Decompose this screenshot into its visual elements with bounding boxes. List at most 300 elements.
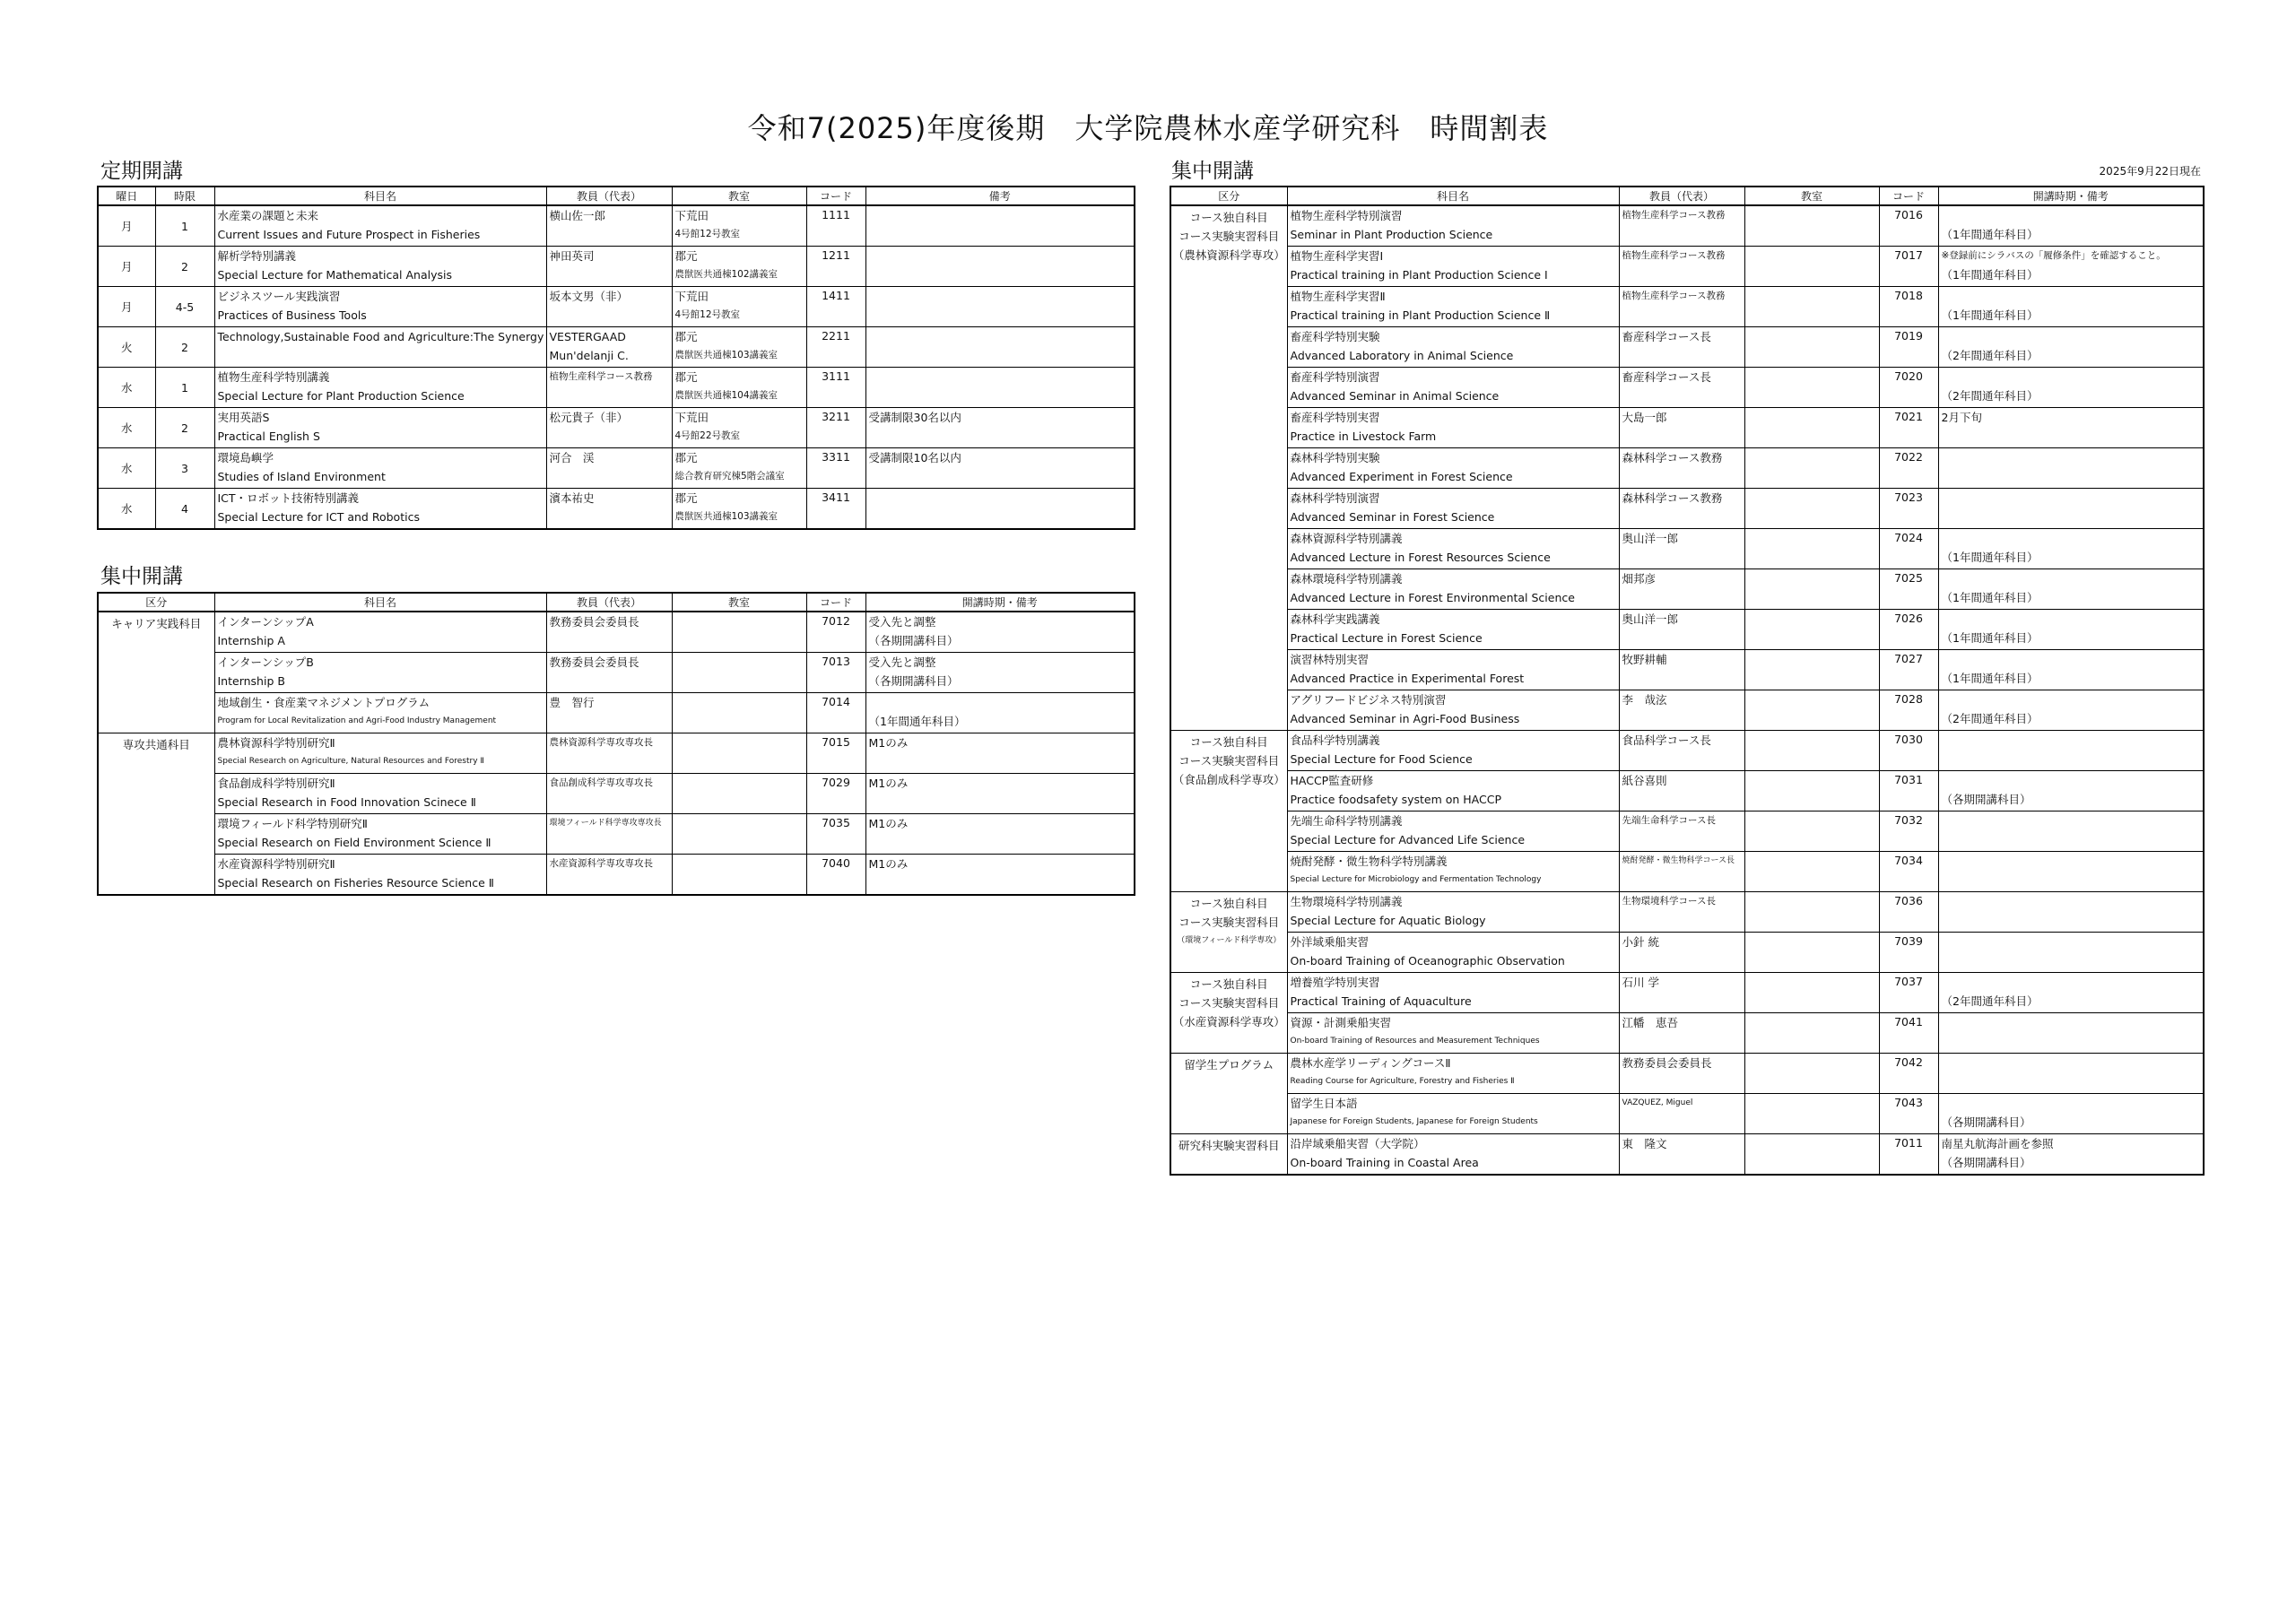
column-header: 科目名 — [214, 187, 546, 205]
note-text — [866, 247, 1135, 265]
teacher-cell — [1619, 247, 1744, 287]
note-cell — [865, 693, 1135, 733]
teacher-name: 奥山洋一郎 — [1622, 532, 1679, 545]
category-line: （環境フィールド科学専攻） — [1177, 936, 1282, 945]
note-cell — [865, 814, 1135, 855]
category-cell — [1170, 892, 1287, 973]
line-2: Practice in Livestock Farm — [1290, 430, 1437, 443]
subject-cell — [1287, 247, 1619, 287]
line-1: 受入先と調整 — [868, 655, 936, 669]
room-cell — [672, 448, 806, 489]
period-cell: 2 — [155, 408, 214, 448]
room-cell — [672, 247, 806, 287]
subject-cell — [1287, 973, 1619, 1013]
day-cell: 月 — [98, 205, 155, 247]
line-2: （各期開講科目） — [868, 674, 959, 688]
room-cell — [1744, 973, 1879, 1013]
room-cell — [672, 733, 806, 774]
subject-cell — [214, 814, 546, 855]
teacher-name: 東 隆文 — [1622, 1137, 1667, 1150]
table-row — [98, 814, 1135, 855]
subject-cell — [1287, 771, 1619, 812]
column-header: 教員（代表） — [546, 593, 672, 612]
room-cell — [1744, 650, 1879, 690]
subject-cell — [1287, 892, 1619, 933]
line-1: 下荒田 — [674, 209, 709, 222]
teacher-cell — [1619, 933, 1744, 973]
line-2: Special Lecture for Food Science — [1290, 752, 1473, 766]
room-cell — [672, 814, 806, 855]
teacher-name: 植物生産科学コース教務 — [1622, 210, 1726, 221]
teacher-name: 畜産科学コース長 — [1622, 370, 1711, 384]
subject-cell — [1287, 529, 1619, 569]
line-1: 受入先と調整 — [868, 615, 936, 629]
teacher-cell — [1619, 408, 1744, 448]
subject-cell — [214, 408, 546, 448]
note-cell — [1938, 1134, 2204, 1176]
table-row — [98, 408, 1135, 448]
line-2 — [1939, 1032, 2204, 1051]
period-cell: 3 — [155, 448, 214, 489]
note-cell — [1938, 1054, 2204, 1094]
line-1 — [1939, 892, 2204, 911]
teacher-cell — [546, 327, 672, 368]
room-cell — [1744, 812, 1879, 852]
table-row — [1170, 1134, 2204, 1176]
note-text: 受講制限10名以内 — [868, 451, 961, 464]
line-2: Advanced Lecture in Forest Resources Science — [1290, 551, 1551, 564]
subject-cell — [214, 448, 546, 489]
line-1: 森林資源科学特別講義 — [1290, 532, 1403, 545]
note-text — [866, 489, 1135, 508]
note-cell — [1938, 247, 2204, 287]
table-row — [98, 489, 1135, 530]
day-cell: 月 — [98, 287, 155, 327]
line-1 — [1939, 610, 2204, 629]
line-1: 下荒田 — [674, 290, 709, 303]
subject-cell — [214, 855, 546, 896]
note-cell — [1938, 731, 2204, 771]
column-header: 科目名 — [1287, 187, 1619, 205]
note-cell — [1938, 650, 2204, 690]
line-2: Special Research on Agriculture, Natural Resources and Forestry Ⅱ — [217, 757, 484, 766]
teacher-cell — [1619, 529, 1744, 569]
teacher-name: 食品創成科学専攻専攻長 — [549, 777, 653, 788]
code-cell: 7018 — [1879, 287, 1938, 327]
line-2: 農獣医共通棟102講義室 — [674, 269, 778, 280]
teacher-name: 生物環境科学コース長 — [1622, 896, 1716, 907]
line-2: Seminar in Plant Production Science — [1290, 228, 1493, 241]
line-1: 南星丸航海計画を参照 — [1941, 1137, 2054, 1150]
room-cell — [1744, 368, 1879, 408]
line-2: （2年間通年科目） — [1941, 712, 2039, 725]
teacher-cell — [1619, 690, 1744, 731]
line-1: 郡元 — [674, 330, 698, 343]
line-1 — [1939, 1094, 2204, 1113]
teacher-cell — [546, 247, 672, 287]
code-cell: 1111 — [806, 205, 865, 247]
subject-cell — [214, 327, 546, 368]
subject-cell — [1287, 1094, 1619, 1134]
line-2: （2年間通年科目） — [1941, 994, 2039, 1008]
line-2: Practice foodsafety system on HACCP — [1290, 793, 1501, 806]
note-cell — [1938, 771, 2204, 812]
line-1 — [1939, 933, 2204, 951]
table-row — [98, 774, 1135, 814]
code-cell: 7015 — [806, 733, 865, 774]
table-row — [98, 693, 1135, 733]
note-cell — [865, 448, 1135, 489]
line-2: Practical training in Plant Production Science Ⅱ — [1290, 308, 1551, 322]
subject-cell — [214, 368, 546, 408]
line-2: 農獣医共通棟103講義室 — [674, 350, 778, 360]
line-1 — [1939, 448, 2204, 467]
subject-cell — [214, 653, 546, 693]
line-2: Current Issues and Future Prospect in Fisheries — [217, 228, 481, 241]
teacher-cell — [1619, 1094, 1744, 1134]
category-line: コース実験実習科目 — [1178, 996, 1280, 1010]
teacher-cell — [546, 408, 672, 448]
line-2: Advanced Seminar in Agri-Food Business — [1290, 712, 1520, 725]
teacher-name: 畑邦彦 — [1622, 572, 1657, 586]
room-cell — [1744, 852, 1879, 892]
line-1: インターンシップA — [217, 615, 314, 629]
note-cell — [865, 287, 1135, 327]
room-cell — [672, 489, 806, 530]
line-2 — [215, 346, 546, 365]
line-1: 環境島嶼学 — [217, 451, 274, 464]
line-1: アグリフードビジネス特別演習 — [1290, 693, 1447, 707]
note-cell — [865, 733, 1135, 774]
line-1: 畜産科学特別実習 — [1290, 411, 1380, 424]
teacher-cell — [1619, 852, 1744, 892]
table-row — [1170, 933, 2204, 973]
table-row — [98, 653, 1135, 693]
code-cell: 7034 — [1879, 852, 1938, 892]
line-1 — [866, 693, 1135, 712]
teacher-cell — [546, 855, 672, 896]
table-row — [1170, 610, 2204, 650]
line-2: Advanced Laboratory in Animal Science — [1290, 349, 1514, 362]
table-row — [1170, 852, 2204, 892]
room-cell — [1744, 327, 1879, 368]
table-row — [1170, 892, 2204, 933]
subject-cell — [214, 774, 546, 814]
code-cell: 7031 — [1879, 771, 1938, 812]
column-header: コード — [806, 593, 865, 612]
line-1: 郡元 — [674, 249, 698, 263]
teacher-name: 植物生産科学コース教務 — [1622, 291, 1726, 301]
teacher-cell — [1619, 1013, 1744, 1054]
line-2: （2年間通年科目） — [1941, 349, 2039, 362]
line-1: 焼酎発酵・微生物科学特別講義 — [1290, 855, 1448, 868]
note-cell — [1938, 287, 2204, 327]
teacher-cell — [546, 448, 672, 489]
column-header: コード — [806, 187, 865, 205]
line-2: Studies of Island Environment — [217, 470, 386, 483]
code-cell: 7024 — [1879, 529, 1938, 569]
column-header: 教室 — [672, 187, 806, 205]
table-row — [1170, 1013, 2204, 1054]
teacher-name: 横山佐一郎 — [549, 209, 606, 222]
line-1 — [1939, 287, 2204, 306]
teacher-cell — [1619, 205, 1744, 247]
room-cell — [1744, 247, 1879, 287]
line-2: Practical English S — [217, 430, 320, 443]
line-1: 増養殖学特別実習 — [1290, 976, 1380, 989]
code-cell: 7039 — [1879, 933, 1938, 973]
line-2: （1年間通年科目） — [1941, 268, 2039, 282]
code-cell: 7023 — [1879, 489, 1938, 529]
table-row — [98, 368, 1135, 408]
day-cell: 水 — [98, 368, 155, 408]
line-2 — [1939, 750, 2204, 768]
teacher-name: 坂本文男（非） — [549, 290, 629, 303]
line-2 — [1939, 508, 2204, 526]
code-cell: 7027 — [1879, 650, 1938, 690]
room-cell — [672, 612, 806, 653]
line-1: 地域創生・食産業マネジメントプログラム — [217, 696, 430, 709]
line-1: 畜産科学特別演習 — [1290, 370, 1380, 384]
table-row — [98, 733, 1135, 774]
line-1 — [1939, 327, 2204, 346]
period-cell: 2 — [155, 247, 214, 287]
regular-schedule-table — [97, 186, 1135, 530]
category-line: （水産資源科学専攻） — [1172, 1015, 1285, 1028]
line-2: 4号館22号教室 — [674, 430, 741, 441]
intensive-right-header-row — [1170, 187, 2204, 205]
teacher-cell — [1619, 892, 1744, 933]
teacher-name: 豊 智行 — [549, 696, 595, 709]
table-row — [98, 448, 1135, 489]
code-cell: 2211 — [806, 327, 865, 368]
room-cell — [1744, 892, 1879, 933]
category-line: コース独自科目 — [1189, 977, 1268, 991]
column-header: 曜日 — [98, 187, 155, 205]
line-1: 農林資源科学特別研究Ⅱ — [217, 736, 335, 750]
line-2 — [1939, 871, 2204, 890]
line-2: 農獣医共通棟103講義室 — [674, 511, 778, 522]
teacher-cell — [1619, 1134, 1744, 1176]
subject-cell — [1287, 1134, 1619, 1176]
teacher-name: 森林科学コース教務 — [1622, 491, 1723, 505]
table-row — [1170, 650, 2204, 690]
line-1: 植物生産科学特別講義 — [217, 370, 330, 384]
teacher-name: 畜産科学コース長 — [1622, 330, 1711, 343]
room-cell — [672, 855, 806, 896]
note-cell — [865, 368, 1135, 408]
code-cell: 1211 — [806, 247, 865, 287]
room-cell — [1744, 933, 1879, 973]
teacher-name: 環境フィールド科学専攻専攻長 — [549, 819, 662, 828]
line-1: 植物生産科学実習Ⅰ — [1290, 249, 1384, 263]
teacher-name: 大島一郎 — [1622, 411, 1667, 424]
teacher-cell — [546, 489, 672, 530]
line-1: 森林科学実践講義 — [1290, 612, 1380, 626]
line-1 — [1939, 529, 2204, 548]
line-2: Special Lecture for Mathematical Analysis — [217, 268, 452, 282]
line-2: （各期開講科目） — [1941, 1156, 2031, 1169]
code-cell: 7037 — [1879, 973, 1938, 1013]
note-cell — [1938, 973, 2204, 1013]
teacher-cell — [546, 287, 672, 327]
note-cell — [1938, 933, 2204, 973]
teacher-cell — [1619, 771, 1744, 812]
day-cell: 水 — [98, 489, 155, 530]
line-2: Special Lecture for Plant Production Science — [217, 389, 465, 403]
table-row — [1170, 771, 2204, 812]
line-2: （1年間通年科目） — [1941, 228, 2039, 241]
subject-cell — [1287, 852, 1619, 892]
line-2: Advanced Practice in Experimental Forest — [1290, 672, 1525, 685]
teacher-name: 神田英司 — [549, 249, 595, 263]
line-1: 食品科学特別講義 — [1290, 733, 1380, 747]
line-2: Mun'delanji C. — [549, 349, 629, 362]
line-2 — [866, 793, 1135, 812]
subject-cell — [214, 247, 546, 287]
subject-cell — [1287, 650, 1619, 690]
line-2: Program for Local Revitalization and Agri-Food Industry Management — [217, 716, 497, 725]
code-cell: 3111 — [806, 368, 865, 408]
line-2: Special Lecture for Advanced Life Science — [1290, 833, 1526, 846]
line-1: 環境フィールド科学特別研究Ⅱ — [217, 817, 368, 830]
line-2 — [1939, 1072, 2204, 1091]
line-1 — [1939, 731, 2204, 750]
teacher-name: 植物生産科学コース教務 — [1622, 250, 1726, 261]
teacher-cell — [1619, 610, 1744, 650]
code-cell: 7014 — [806, 693, 865, 733]
subject-cell — [214, 733, 546, 774]
line-2: Internship A — [217, 634, 285, 647]
teacher-cell — [1619, 569, 1744, 610]
teacher-cell — [546, 205, 672, 247]
line-1: ビジネスツール実践演習 — [217, 290, 341, 303]
code-cell: 7042 — [1879, 1054, 1938, 1094]
line-2: Internship B — [217, 674, 285, 688]
line-2: Special Lecture for Aquatic Biology — [1290, 914, 1486, 927]
column-header: 時限 — [155, 187, 214, 205]
room-cell — [1744, 690, 1879, 731]
period-cell: 1 — [155, 205, 214, 247]
teacher-name: 焼酎発酵・微生物科学コース長 — [1622, 856, 1735, 865]
line-1 — [1939, 650, 2204, 669]
line-2: On-board Training of Oceanographic Observation — [1290, 954, 1565, 968]
line-2: （1年間通年科目） — [1941, 591, 2039, 604]
intensive-right-section-heading: 集中開講 — [1171, 160, 1254, 183]
teacher-cell — [546, 612, 672, 653]
table-row — [1170, 327, 2204, 368]
note-cell — [865, 247, 1135, 287]
line-2: Special Research on Field Environment Science Ⅱ — [217, 836, 491, 849]
code-cell: 7036 — [1879, 892, 1938, 933]
column-header: 教室 — [1744, 187, 1879, 205]
line-1 — [1939, 812, 2204, 830]
teacher-cell — [1619, 731, 1744, 771]
line-1 — [1939, 569, 2204, 588]
column-header: 科目名 — [214, 593, 546, 612]
room-cell — [1744, 1094, 1879, 1134]
room-cell — [672, 408, 806, 448]
page-title: 令和7(2025)年度後期 大学院農林水産学研究科 時間割表 — [747, 111, 1549, 145]
line-1: 下荒田 — [674, 411, 709, 424]
line-1 — [1939, 206, 2204, 225]
code-cell: 7016 — [1879, 205, 1938, 247]
line-1: Technology,Sustainable Food and Agriculture:The Synergy — [217, 330, 544, 343]
code-cell: 3211 — [806, 408, 865, 448]
note-cell — [865, 774, 1135, 814]
room-cell — [1744, 205, 1879, 247]
line-1 — [1939, 368, 2204, 386]
subject-cell — [214, 693, 546, 733]
category-cell — [98, 612, 214, 733]
note-cell — [865, 489, 1135, 530]
teacher-cell — [1619, 489, 1744, 529]
line-1: 演習林特別実習 — [1290, 653, 1370, 666]
teacher-name: 植物生産科学コース教務 — [549, 371, 653, 382]
line-1: インターンシップB — [217, 655, 314, 669]
table-row — [1170, 205, 2204, 247]
subject-cell — [1287, 368, 1619, 408]
table-row — [98, 205, 1135, 247]
teacher-name: VAZQUEZ, Miguel — [1622, 1098, 1693, 1107]
line-1: 食品創成科学特別研究Ⅱ — [217, 777, 335, 790]
line-1: 植物生産科学特別演習 — [1290, 209, 1403, 222]
line-1: 2月下旬 — [1941, 411, 1982, 424]
teacher-cell — [1619, 448, 1744, 489]
room-cell — [1744, 569, 1879, 610]
note-cell — [1938, 1094, 2204, 1134]
line-1: 実用英語S — [217, 411, 270, 424]
line-2: 4号館12号教室 — [674, 229, 741, 239]
subject-cell — [1287, 287, 1619, 327]
subject-cell — [1287, 205, 1619, 247]
room-cell — [1744, 610, 1879, 650]
regular-header-row — [98, 187, 1135, 205]
line-2: （1年間通年科目） — [1941, 551, 2039, 564]
subject-cell — [1287, 933, 1619, 973]
teacher-cell — [1619, 287, 1744, 327]
line-2: Special Lecture for Microbiology and Fermentation Technology — [1290, 875, 1542, 884]
teacher-cell — [546, 774, 672, 814]
subject-cell — [214, 612, 546, 653]
note-cell — [1938, 327, 2204, 368]
teacher-name: 紙谷喜則 — [1622, 774, 1667, 787]
teacher-cell — [546, 733, 672, 774]
column-header: 教室 — [672, 593, 806, 612]
subject-cell — [1287, 610, 1619, 650]
subject-cell — [214, 205, 546, 247]
line-2: Advanced Seminar in Animal Science — [1290, 389, 1500, 403]
subject-cell — [1287, 731, 1619, 771]
teacher-cell — [1619, 1054, 1744, 1094]
line-1: 森林科学特別実験 — [1290, 451, 1380, 464]
note-cell — [1938, 529, 2204, 569]
teacher-cell — [1619, 327, 1744, 368]
table-row — [1170, 287, 2204, 327]
table-row — [1170, 1054, 2204, 1094]
code-cell: 7020 — [1879, 368, 1938, 408]
note-text — [866, 287, 1135, 306]
note-cell — [1938, 610, 2204, 650]
line-2: Advanced Lecture in Forest Environmental Science — [1290, 591, 1575, 604]
note-text — [866, 327, 1135, 346]
line-2: （1年間通年科目） — [868, 715, 966, 728]
line-1: 沿岸域乗船実習（大学院） — [1290, 1137, 1425, 1150]
line-1 — [1939, 1054, 2204, 1072]
room-cell — [672, 287, 806, 327]
line-2: Practical training in Plant Production Science Ⅰ — [1290, 268, 1548, 282]
line-1: 植物生産科学実習Ⅱ — [1290, 290, 1386, 303]
